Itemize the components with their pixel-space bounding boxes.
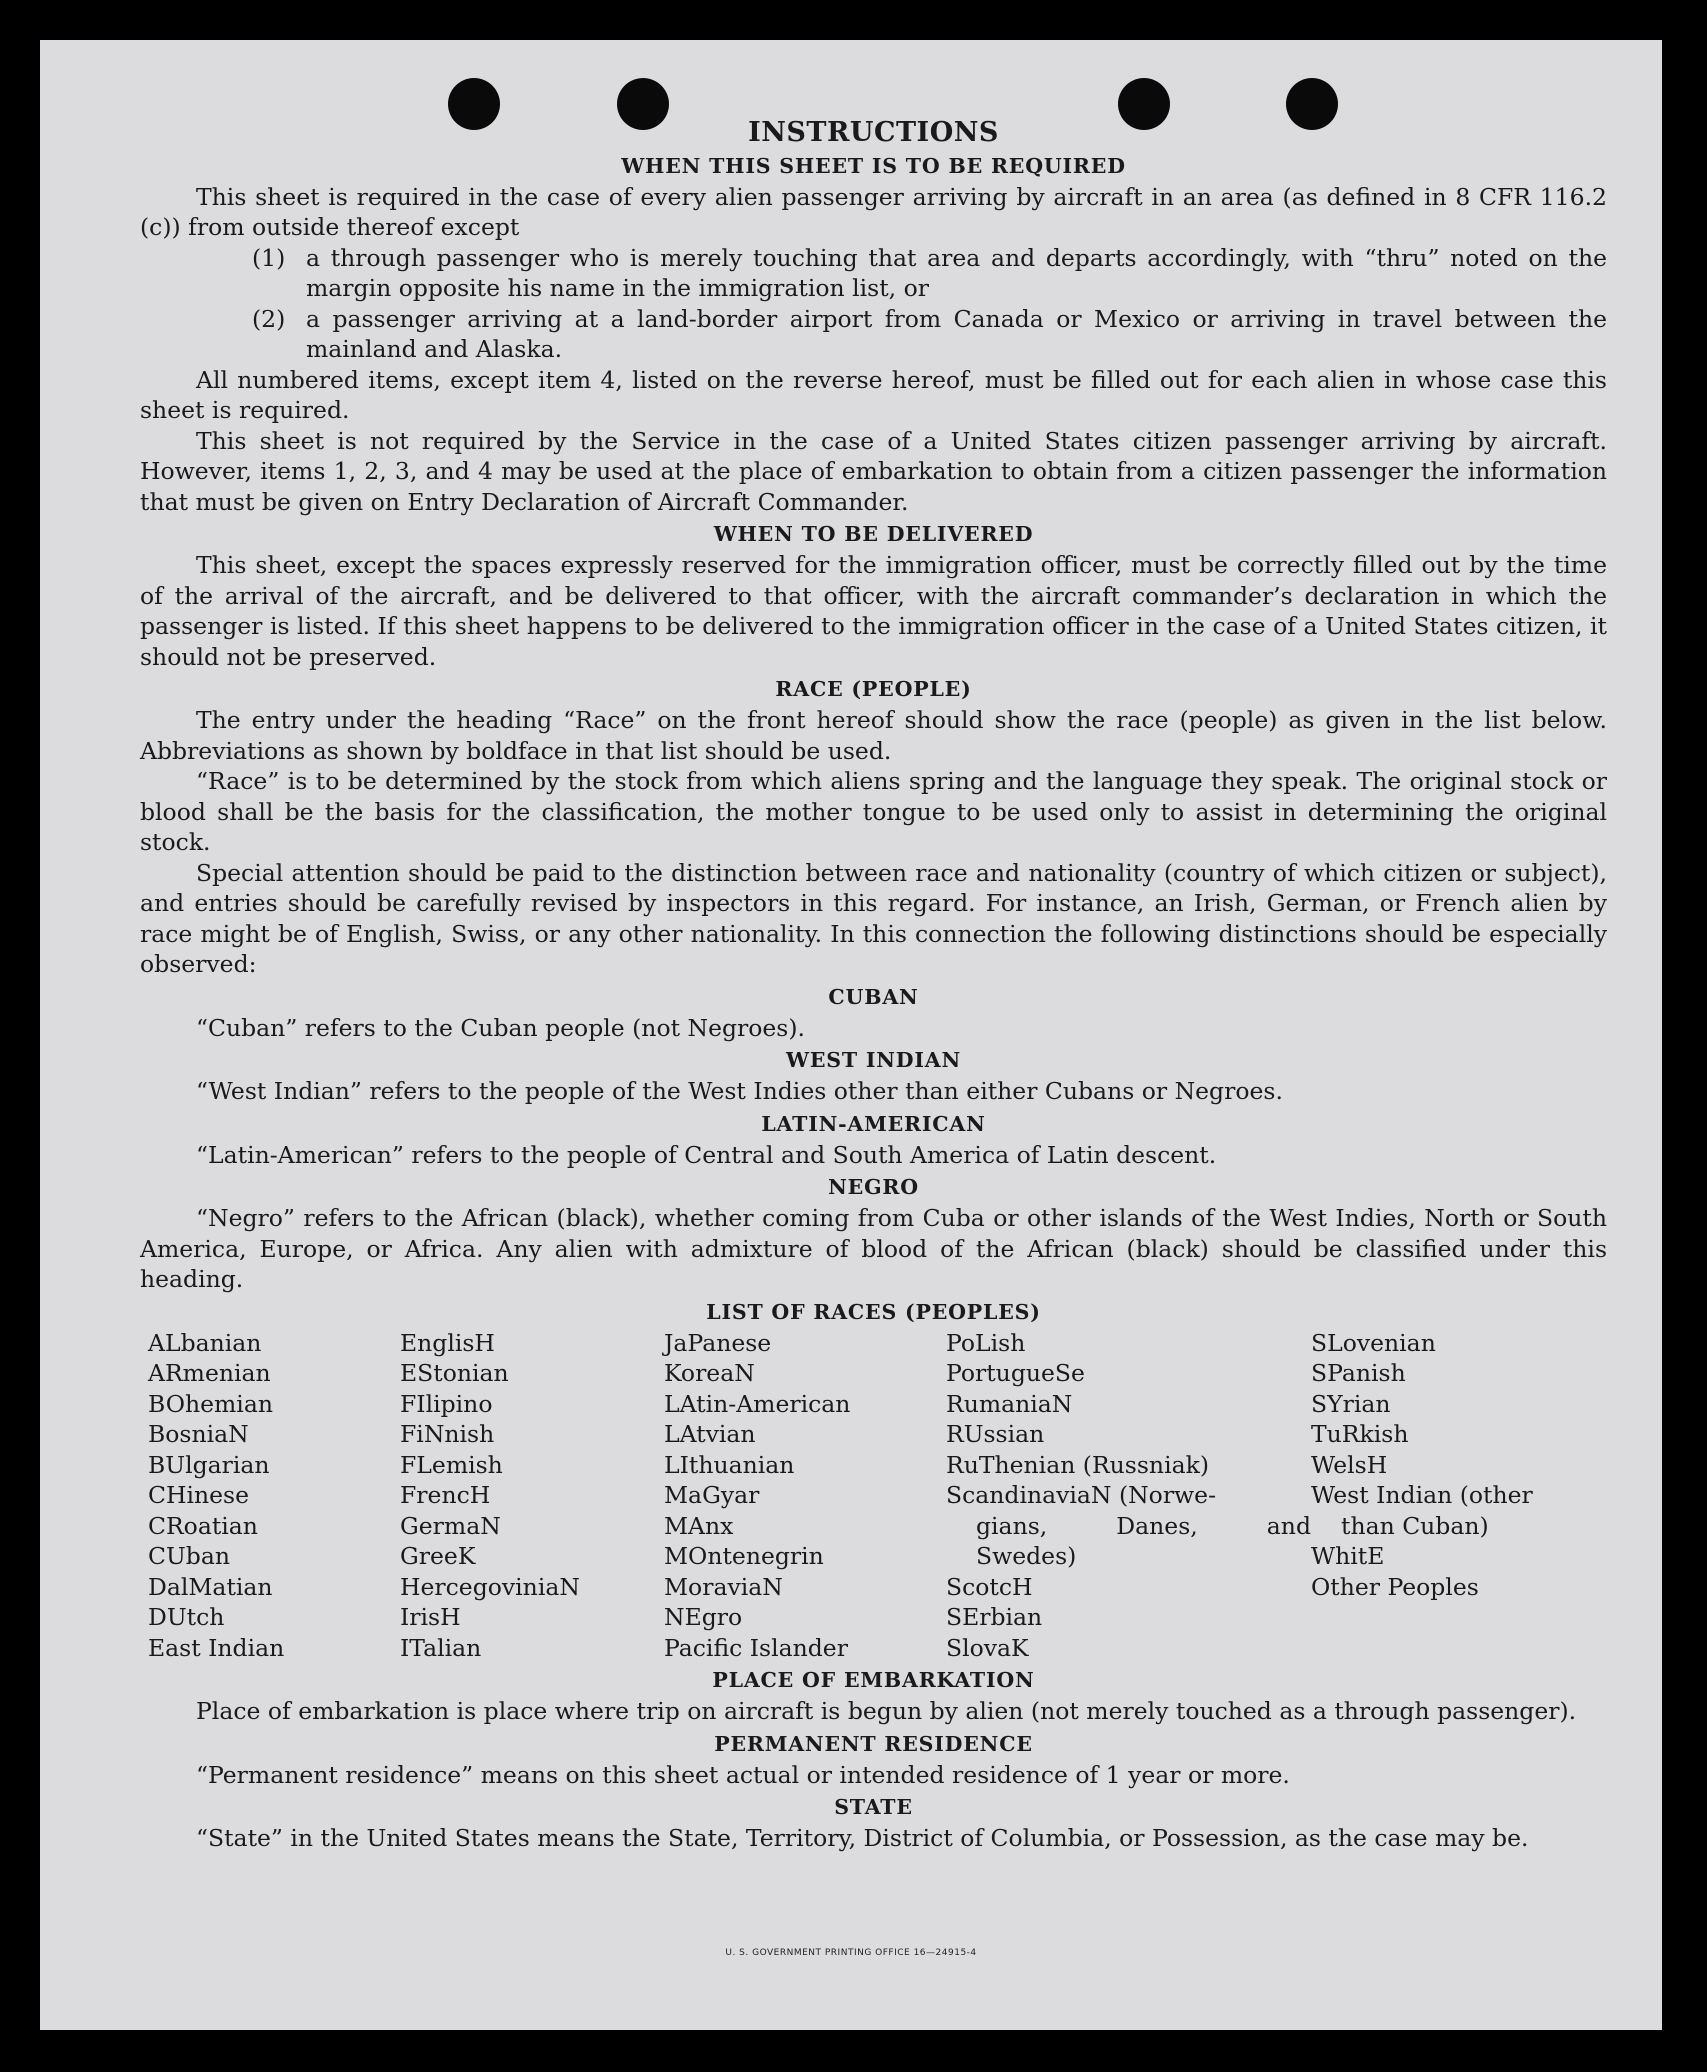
section-heading: WHEN THIS SHEET IS TO BE REQUIRED (621, 153, 1126, 178)
race-item: JaPanese (664, 1328, 772, 1357)
race-item: HercegoviniaN (400, 1572, 580, 1601)
paragraph: “Permanent residence” means on this sheet actual or intended residence of 1 year or more. (196, 1760, 1290, 1789)
races-column (946, 1328, 1311, 1664)
section-heading: PERMANENT RESIDENCE (714, 1731, 1033, 1756)
section-heading: PLACE OF EMBARKATION (712, 1668, 1035, 1692)
race-item: IrisH (400, 1603, 461, 1631)
race-item: Pacific Islander (664, 1633, 848, 1662)
exception-item (140, 304, 1607, 365)
race-item: ARmenian (148, 1359, 271, 1387)
race-item: ALbanian (148, 1328, 262, 1357)
section-heading: RACE (PEOPLE) (775, 677, 972, 701)
race-item: West Indian (other (1311, 1481, 1533, 1509)
race-item: SPanish (1311, 1359, 1406, 1387)
race-item: FrencH (400, 1481, 491, 1509)
race-item: PortugueSe (946, 1359, 1085, 1387)
race-item: SYrian (1311, 1389, 1391, 1418)
races-column (664, 1328, 946, 1664)
race-item: CUban (148, 1542, 230, 1570)
race-item: DUtch (148, 1603, 225, 1631)
paragraph: “State” in the United States means the State, Territory, District of Columbia, or Possession, as the case may be. (196, 1824, 1529, 1852)
race-item: LIthuanian (664, 1450, 795, 1479)
race-item: FiNnish (400, 1420, 495, 1448)
race-item: LAtin-American (664, 1389, 851, 1418)
item-number: (2) (252, 304, 286, 333)
paragraph: Place of embarkation is place where trip on aircraft is begun by alien (not merely touched as a through passenger). (196, 1697, 1577, 1725)
item-number: (1) (252, 243, 286, 272)
race-item: FIlipino (400, 1389, 493, 1418)
paragraph: “Negro” refers to the African (black), whether coming from Cuba or other islands of the West Indies, North or South America, Europe, or Africa. Any alien with admixture of blood of the African (black) should be classified under this heading. (140, 1204, 1607, 1293)
printer-imprint: U. S. GOVERNMENT PRINTING OFFICE 16—24915-4 (725, 1948, 977, 1958)
race-item: EStonian (400, 1359, 509, 1387)
race-item: GermaN (400, 1511, 501, 1540)
document-page (40, 40, 1662, 2030)
race-word: Danes, (1116, 1511, 1198, 1540)
race-item: MAnx (664, 1511, 734, 1540)
race-item: FLemish (400, 1450, 503, 1479)
item-text: a through passenger who is merely touching that area and departs accordingly, with “thru” noted on the margin opposite his name in the immigration list, or (306, 243, 1607, 302)
paragraph: All numbered items, except item 4, listed on the reverse hereof, must be filled out for each alien in whose case this sheet is required. (140, 365, 1607, 424)
exception-item (140, 243, 1607, 304)
race-item: BOhemian (148, 1389, 273, 1418)
race-item: DalMatian (148, 1572, 273, 1601)
paragraph: This sheet is not required by the Service in the case of a United States citizen passenger arriving by aircraft. However, items 1, 2, 3, and 4 may be used at the place of embarkation to obtain from a citizen passenger the information that must be given on Entry Declaration of Aircraft Commander. (140, 426, 1607, 516)
races-column (1311, 1328, 1615, 1664)
race-item: MoraviaN (664, 1572, 783, 1601)
race-item: PoLish (946, 1328, 1026, 1357)
paragraph: The entry under the heading “Race” on the front hereof should show the race (people) as given in the list below. Abbreviations as shown by boldface in that list should be used. (140, 706, 1607, 765)
race-item: ScotcH (946, 1572, 1033, 1601)
races-list (148, 1328, 1607, 1664)
race-item: GreeK (400, 1542, 476, 1570)
race-item: CRoatian (148, 1511, 258, 1540)
paragraph: “West Indian” refers to the people of the West Indies other than either Cubans or Negroes. (196, 1077, 1283, 1105)
page-title: INSTRUCTIONS (748, 117, 999, 148)
paragraph: This sheet is required in the case of every alien passenger arriving by aircraft in an area (as defined in 8 CFR 116.2 (c)) from outside thereof except (140, 182, 1607, 241)
paragraph: “Race” is to be determined by the stock from which aliens spring and the language they speak. The original stock or blood shall be the basis for the classification, the mother tongue to be used only to assist in determining the original stock. (140, 767, 1607, 856)
race-item: East Indian (148, 1633, 285, 1662)
section-heading: WEST INDIAN (786, 1048, 961, 1072)
race-item: BUlgarian (148, 1450, 270, 1479)
section-heading: LIST OF RACES (PEOPLES) (706, 1299, 1041, 1324)
race-item: RumaniaN (946, 1389, 1073, 1418)
paragraph: This sheet, except the spaces expressly reserved for the immigration officer, must be correctly filled out by the time of the arrival of the aircraft, and be delivered to that officer, with the aircraft commander’s declaration in which the passenger is listed. If this sheet happens to be delivered to the immigration officer in the case of a United States citizen, it should not be preserved. (140, 551, 1607, 671)
item-text: a passenger arriving at a land-border airport from Canada or Mexico or arriving in travel between the mainland and Alaska. (306, 304, 1607, 363)
race-item: ITalian (400, 1633, 482, 1662)
races-column (148, 1328, 400, 1664)
race-item: Other Peoples (1311, 1572, 1479, 1601)
races-column (400, 1328, 664, 1664)
race-item-continued: Swedes) (976, 1542, 1077, 1570)
section-heading: STATE (834, 1795, 913, 1819)
race-item: RuThenian (Russniak) (946, 1450, 1209, 1479)
paragraph: Special attention should be paid to the distinction between race and nationality (country of which citizen or subject), and entries should be carefully revised by inspectors in this regard. For instance, an Irish, German, or French alien by race might be of English, Swiss, or any other nationality. In this connection the following distinctions should be especially observed: (140, 858, 1607, 978)
section-heading: NEGRO (828, 1175, 919, 1199)
race-word: gians, (976, 1511, 1048, 1540)
section-heading: WHEN TO BE DELIVERED (713, 522, 1034, 546)
race-item: SlovaK (946, 1633, 1029, 1662)
section-heading: LATIN-AMERICAN (761, 1111, 986, 1136)
race-item: RUssian (946, 1420, 1045, 1448)
race-item: SLovenian (1311, 1328, 1436, 1357)
race-item-continued: than Cuban) (1341, 1511, 1489, 1540)
race-item: MaGyar (664, 1481, 760, 1509)
race-item: EnglisH (400, 1328, 495, 1357)
paragraph: “Latin-American” refers to the people of Central and South America of Latin descent. (196, 1140, 1217, 1169)
race-item: KoreaN (664, 1359, 755, 1387)
race-item: MOntenegrin (664, 1542, 824, 1570)
race-item: BosniaN (148, 1420, 249, 1448)
race-item: CHinese (148, 1481, 249, 1509)
section-heading: CUBAN (828, 984, 919, 1009)
race-item: LAtvian (664, 1420, 756, 1448)
paragraph: “Cuban” refers to the Cuban people (not Negroes). (196, 1013, 806, 1042)
race-item: ScandinaviaN (Norwe- (946, 1481, 1217, 1509)
race-item: WelsH (1311, 1450, 1388, 1479)
race-word: and (1266, 1511, 1311, 1540)
race-item: SErbian (946, 1603, 1043, 1631)
race-item: WhitE (1311, 1542, 1385, 1570)
race-item: TuRkish (1311, 1420, 1409, 1448)
instructions-body (140, 118, 1607, 1854)
race-item-continued (946, 1511, 1311, 1542)
race-item: NEgro (664, 1603, 743, 1631)
